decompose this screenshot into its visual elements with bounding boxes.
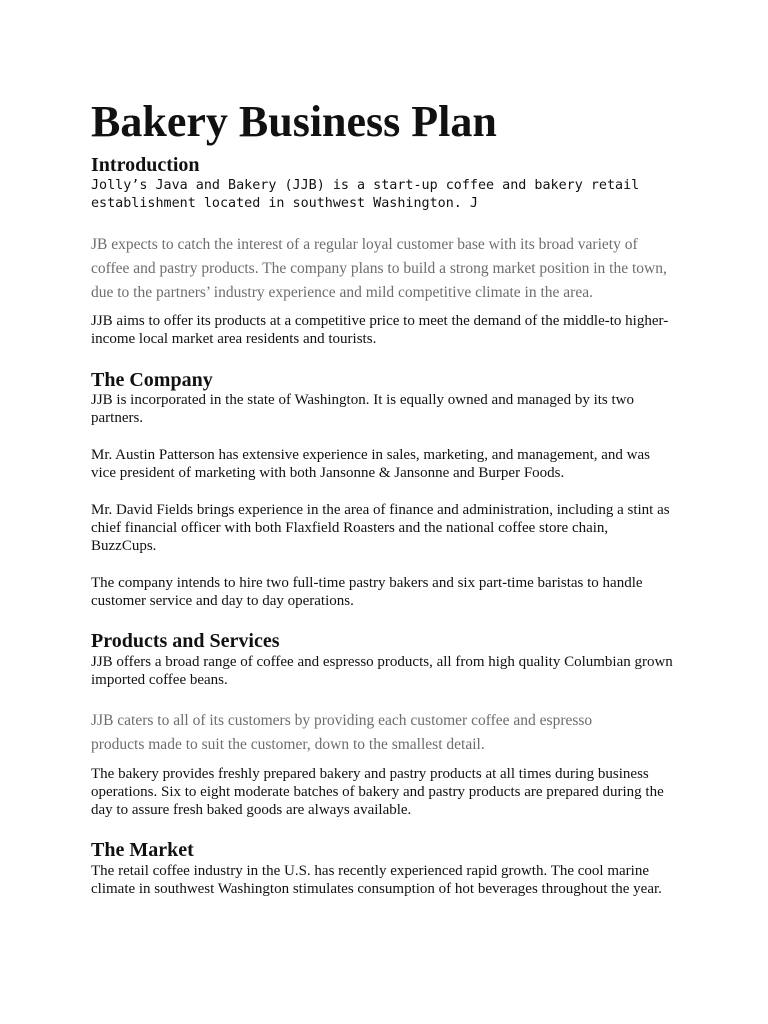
intro-paragraph-3: JJB aims to offer its products at a competitive price to meet the demand of the middle-to higher-income local market area residents and tourists.	[91, 313, 669, 347]
company-paragraph-3: Mr. David Fields brings experience in the area of finance and administration, including a stint as chief financial officer with both Flaxfield Roasters and the national coffee store chain, BuzzCups.	[91, 502, 670, 554]
products-paragraph-1: JJB offers a broad range of coffee and espresso products, all from high quality Columbian grown imported coffee beans.	[91, 654, 673, 688]
intro-paragraph-2: JB expects to catch the interest of a regular loyal customer base with its broad variety of coffee and pastry products. The company plans to build a strong market position in the town, due to the partners’ industry experience and mild competitive climate in the area.	[91, 236, 667, 301]
section-heading-the-company: The Company	[91, 369, 213, 391]
company-paragraph-2: Mr. Austin Patterson has extensive experience in sales, marketing, and management, and was vice president of marketing with both Jansonne & Jansonne and Burper Foods.	[91, 447, 651, 481]
products-paragraph-3: The bakery provides freshly prepared bakery and pastry products at all times during business operations. Six to eight moderate batches of bakery and pastry products are prepared during the day to assure fresh baked goods are always available.	[91, 766, 664, 818]
company-paragraph-4: The company intends to hire two full-time pastry bakers and six part-time baristas to handle customer service and day to day operations.	[91, 575, 643, 609]
section-heading-introduction: Introduction	[91, 154, 200, 176]
company-paragraph-1: JJB is incorporated in the state of Washington. It is equally owned and managed by its two partners.	[91, 392, 635, 426]
intro-paragraph-1: Jolly’s Java and Bakery (JJB) is a start-up coffee and bakery retail establishment located in southwest Washington. J	[91, 178, 640, 211]
document-title: Bakery Business Plan	[91, 97, 497, 146]
products-paragraph-2: JJB caters to all of its customers by providing each customer coffee and espresso products made to suit the customer, down to the smallest detail.	[91, 712, 593, 753]
section-heading-the-market: The Market	[91, 839, 194, 861]
market-paragraph-1: The retail coffee industry in the U.S. has recently experienced rapid growth. The cool marine climate in southwest Washington stimulates consumption of hot beverages throughout the year.	[91, 863, 662, 897]
section-heading-products-and-services: Products and Services	[91, 630, 280, 652]
